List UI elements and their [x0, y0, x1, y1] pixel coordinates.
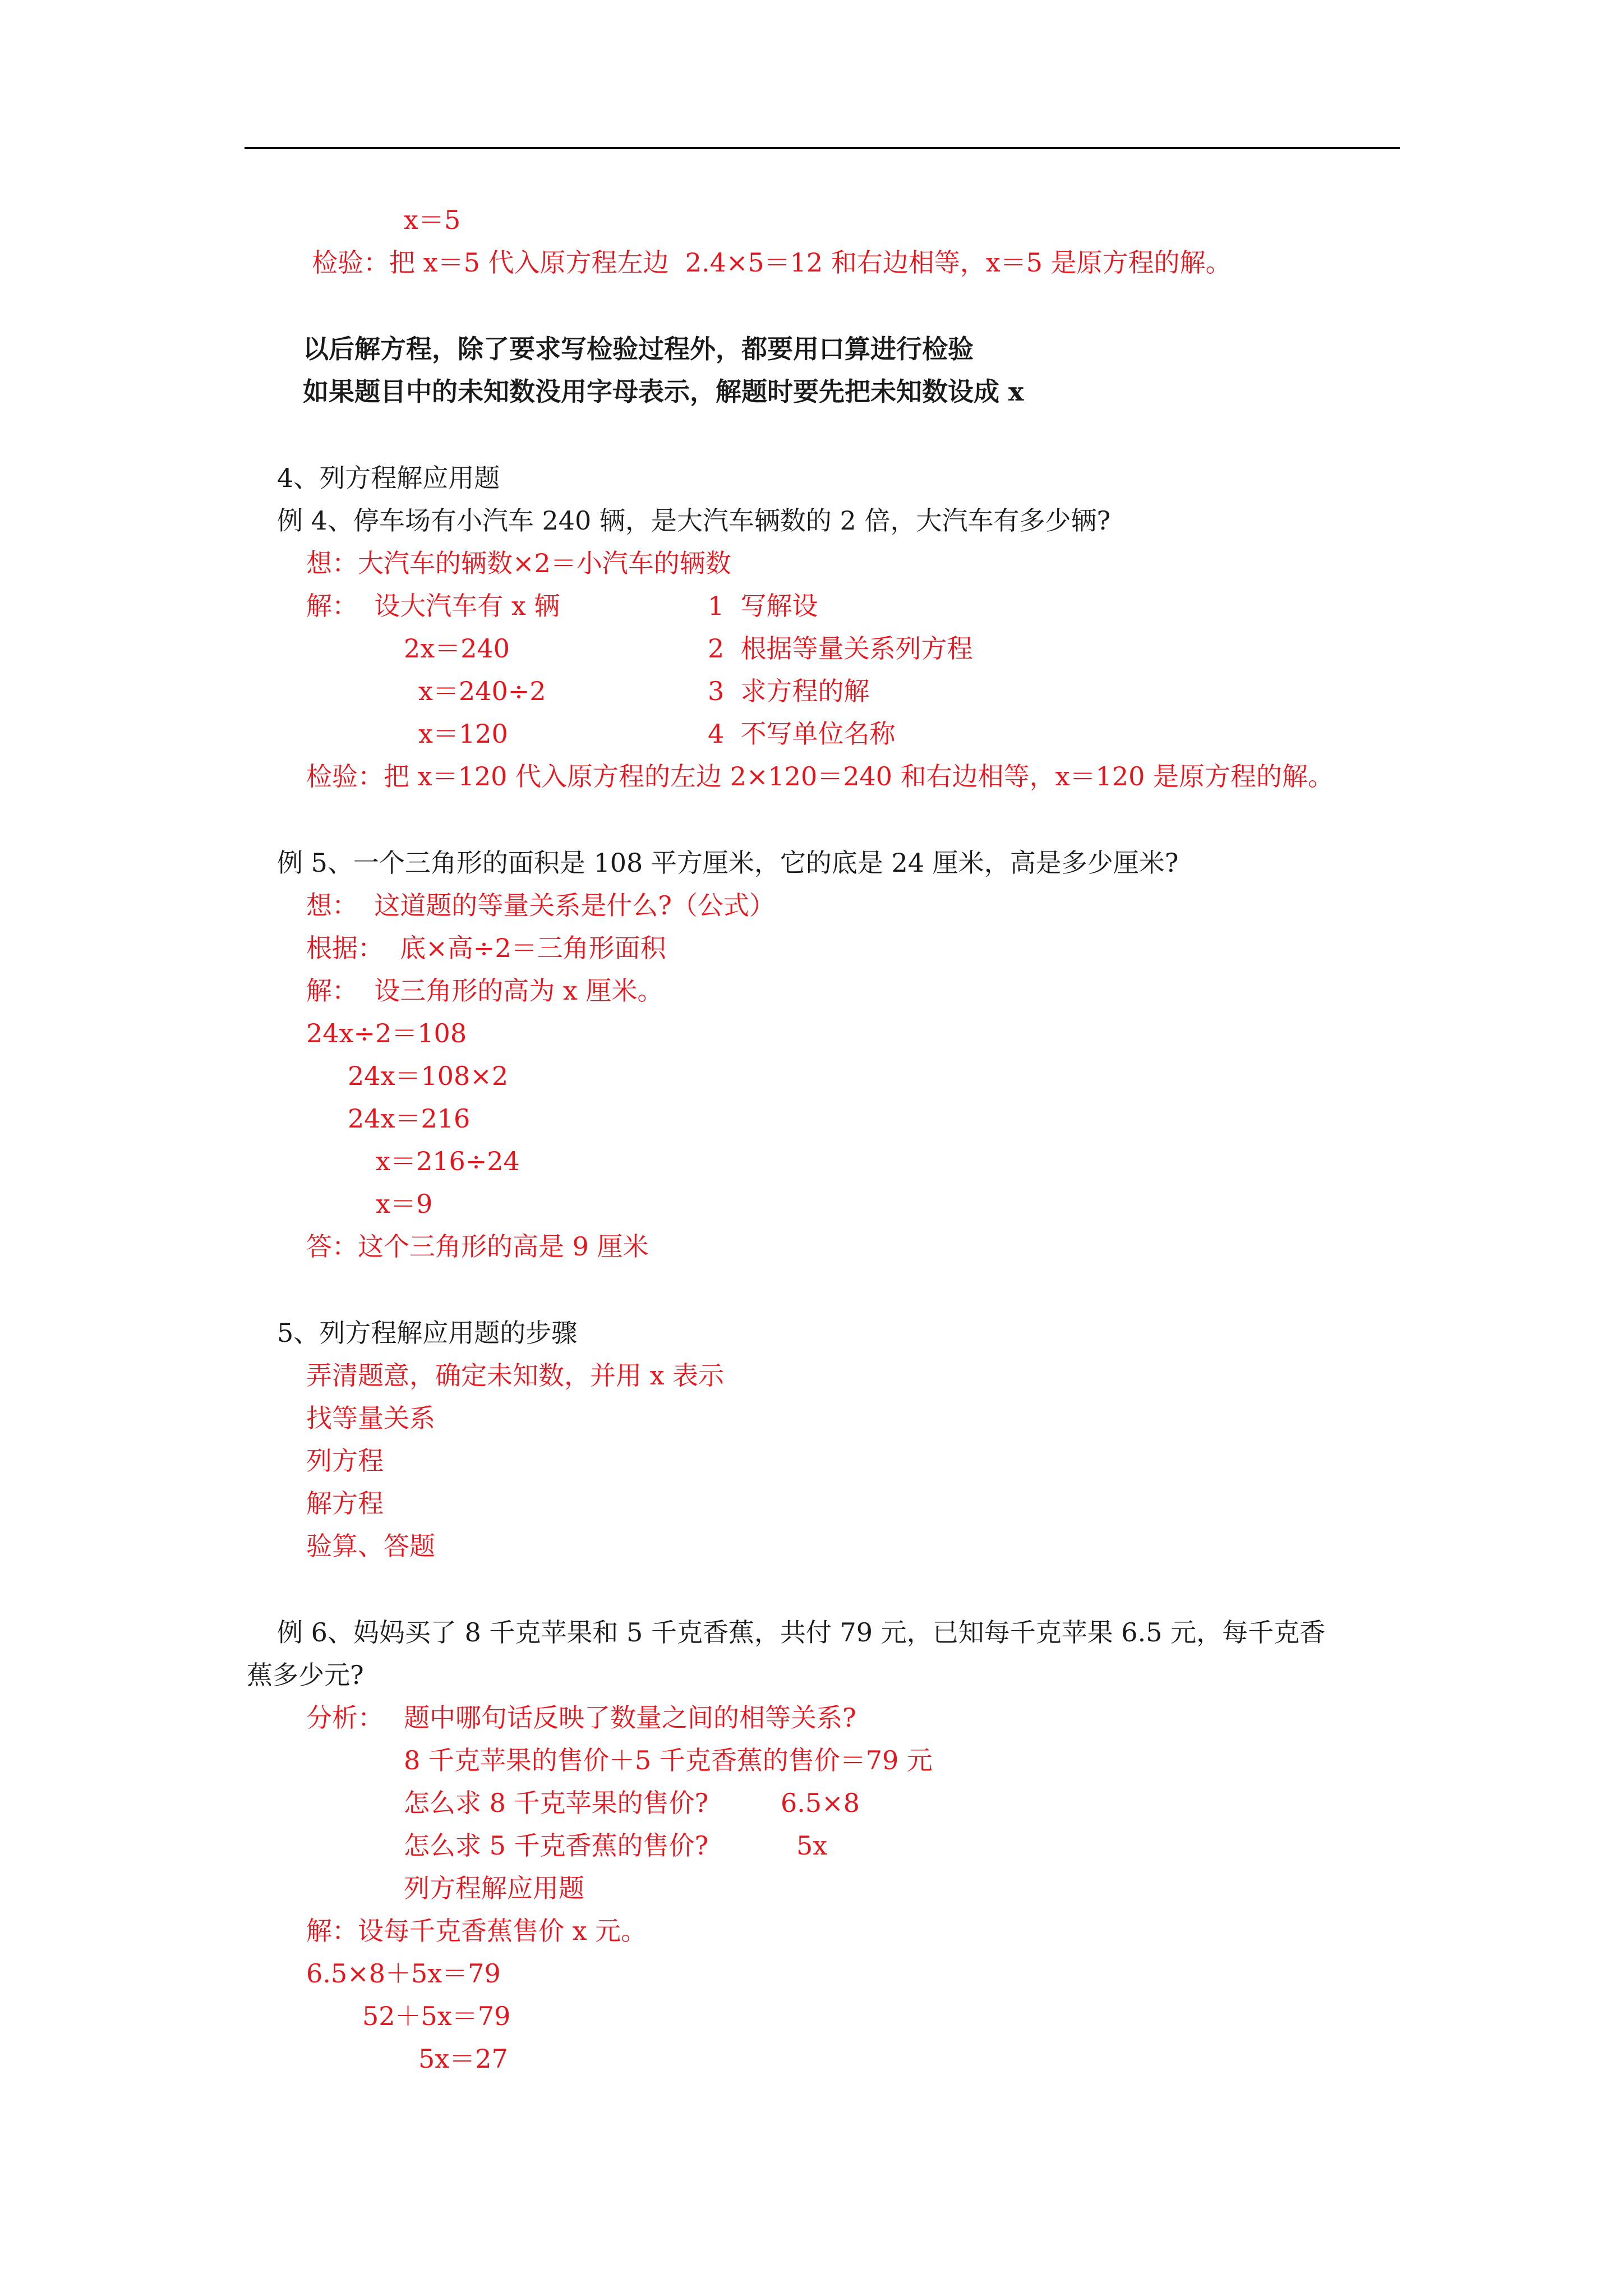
- analysis-expr: 5x: [796, 1830, 828, 1861]
- solution-line: 2x＝240: [404, 633, 510, 664]
- check-line: 检验：把 x＝5 代入原方程左边 2.4×5＝12 和右边相等，x＝5 是原方程的解。: [312, 247, 1232, 278]
- step-item: 弄清题意，确定未知数，并用 x 表示: [306, 1360, 725, 1391]
- step-item: 解方程: [306, 1488, 384, 1519]
- solution-line: x＝240÷2: [418, 676, 546, 706]
- step-item: 找等量关系: [306, 1403, 435, 1433]
- equation-line: x＝9: [376, 1189, 433, 1219]
- solution-line: 解： 设三角形的高为 x 厘米。: [306, 976, 663, 1006]
- solution-line: 解： 设大汽车有 x 辆: [306, 591, 560, 621]
- step-note: 3 求方程的解: [708, 676, 870, 706]
- analysis-line: 题中哪句话反映了数量之间的相等关系?: [404, 1703, 856, 1733]
- equation-line: 24x＝216: [348, 1103, 471, 1134]
- solution-line: x＝120: [418, 719, 508, 749]
- note-line: 如果题目中的未知数没用字母表示，解题时要先把未知数设成 x: [303, 376, 1024, 407]
- note-line: 以后解方程，除了要求写检验过程外，都要用口算进行检验: [303, 334, 974, 364]
- equation-line: 52＋5x＝79: [362, 2001, 511, 2031]
- analysis-line: 怎么求 5 千克香蕉的售价?: [404, 1830, 709, 1861]
- equation-line: 6.5×8＋5x＝79: [306, 1958, 501, 1989]
- section-heading: 5、列方程解应用题的步骤: [277, 1318, 578, 1348]
- equation-line: 5x＝27: [418, 2044, 508, 2074]
- solution-line: x＝5: [404, 205, 461, 235]
- step-note: 4 不写单位名称: [708, 719, 896, 749]
- analysis-expr: 6.5×8: [781, 1788, 860, 1818]
- analysis-line: 列方程解应用题: [404, 1873, 584, 1903]
- solution-line: 解：设每千克香蕉售价 x 元。: [306, 1916, 647, 1946]
- analysis-line: 怎么求 8 千克苹果的售价?: [404, 1788, 709, 1818]
- example-question: 例 5、一个三角形的面积是 108 平方厘米，它的底是 24 厘米，高是多少厘米?: [277, 848, 1179, 878]
- header-rule: [245, 147, 1400, 149]
- step-item: 列方程: [306, 1446, 384, 1476]
- answer-line: 答：这个三角形的高是 9 厘米: [306, 1231, 649, 1262]
- think-line: 想： 这道题的等量关系是什么?（公式）: [306, 890, 775, 921]
- analysis-label: 分析：: [306, 1703, 384, 1733]
- equation-line: x＝216÷24: [376, 1146, 520, 1176]
- analysis-line: 8 千克苹果的售价＋5 千克香蕉的售价＝79 元: [404, 1745, 933, 1775]
- step-note: 1 写解设: [708, 591, 818, 621]
- step-item: 验算、答题: [306, 1531, 435, 1561]
- example-question: 例 4、停车场有小汽车 240 辆，是大汽车辆数的 2 倍，大汽车有多少辆?: [277, 505, 1111, 536]
- step-note: 2 根据等量关系列方程: [708, 633, 973, 664]
- example-question: 蕉多少元?: [247, 1660, 364, 1690]
- think-line: 想：大汽车的辆数×2＝小汽车的辆数: [306, 548, 731, 578]
- equation-line: 24x÷2＝108: [306, 1018, 467, 1048]
- check-line: 检验：把 x＝120 代入原方程的左边 2×120＝240 和右边相等，x＝120 是原方程的解。: [306, 761, 1334, 792]
- basis-line: 根据： 底×高÷2＝三角形面积: [306, 933, 666, 963]
- equation-line: 24x＝108×2: [348, 1061, 509, 1091]
- section-heading: 4、列方程解应用题: [277, 463, 500, 493]
- example-question: 例 6、妈妈买了 8 千克苹果和 5 千克香蕉，共付 79 元，已知每千克苹果 6.5 元，每千克香: [277, 1617, 1326, 1648]
